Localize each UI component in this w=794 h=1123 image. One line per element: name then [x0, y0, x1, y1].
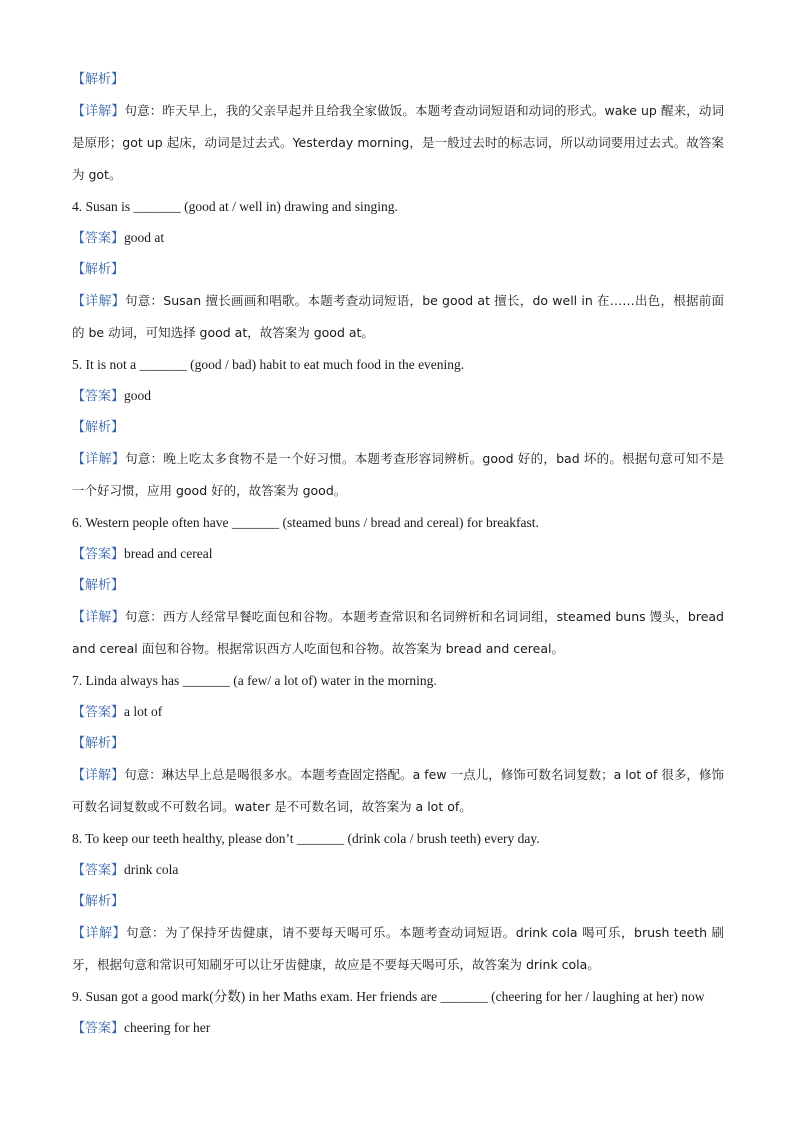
analysis-label: 【解析】 [72, 736, 125, 751]
document-page [72, 64, 724, 1044]
analysis-label: 【解析】 [72, 262, 125, 277]
question-9: 9. Susan got a good mark(分数) in her Maths exam. Her friends are _______ (cheering for her / laughing at her) now [72, 989, 705, 1004]
analysis-label: 【解析】 [72, 894, 125, 909]
answer-5: 【答案】good [72, 388, 152, 404]
detail-paragraph-4: 【详解】句意：Susan 擅长画画和唱歌。本题考查动词短语，be good at 擅长，do well in 在……出色，根据前面的 be 动词，可知选择 good at，故答案为 good at。 [72, 293, 724, 340]
answer-4: 【答案】good at [72, 230, 165, 246]
analysis-label: 【解析】 [72, 420, 125, 435]
detail-paragraph-3: 【详解】句意：昨天早上，我的父亲早起并且给我全家做饭。本题考查动词短语和动词的形式。wake up 醒来，动词是原形；got up 起床，动词是过去式。Yesterday morning，是一般过去时的标志词，所以动词要用过去式。故答案为 got。 [72, 103, 724, 182]
answer-8: 【答案】drink cola [72, 862, 179, 878]
detail-paragraph-6: 【详解】句意：西方人经常早餐吃面包和谷物。本题考查常识和名词辨析和名词词组，steamed buns 馒头，bread and cereal 面包和谷物。根据常识西方人吃面包和谷物。故答案为 bread and cereal。 [72, 609, 724, 656]
detail-paragraph-7: 【详解】句意：琳达早上总是喝很多水。本题考查固定搭配。a few 一点儿，修饰可数名词复数；a lot of 很多，修饰可数名词复数或不可数名词。water 是不可数名词，故答案为 a lot of。 [72, 767, 724, 814]
answer-7: 【答案】a lot of [72, 704, 163, 720]
analysis-label: 【解析】 [72, 72, 125, 87]
question-5: 5. It is not a _______ (good / bad) habit to eat much food in the evening. [72, 357, 465, 372]
question-4: 4. Susan is _______ (good at / well in) drawing and singing. [72, 199, 398, 214]
question-6: 6. Western people often have _______ (steamed buns / bread and cereal) for breakfast. [72, 515, 539, 530]
detail-paragraph-8: 【详解】句意：为了保持牙齿健康，请不要每天喝可乐。本题考查动词短语。drink cola 喝可乐，brush teeth 刷牙，根据句意和常识可知刷牙可以让牙齿健康，故应是不要每天喝可乐，故答案为 drink cola。 [72, 925, 724, 972]
answer-6: 【答案】bread and cereal [72, 546, 213, 562]
answer-9: 【答案】cheering for her [72, 1020, 211, 1036]
detail-paragraph-5: 【详解】句意：晚上吃太多食物不是一个好习惯。本题考查形容词辨析。good 好的，bad 坏的。根据句意可知不是一个好习惯，应用 good 好的，故答案为 good。 [72, 451, 724, 498]
question-8: 8. To keep our teeth healthy, please don’t _______ (drink cola / brush teeth) every day. [72, 831, 540, 846]
analysis-label: 【解析】 [72, 578, 125, 593]
question-7: 7. Linda always has _______ (a few/ a lot of) water in the morning. [72, 673, 437, 688]
